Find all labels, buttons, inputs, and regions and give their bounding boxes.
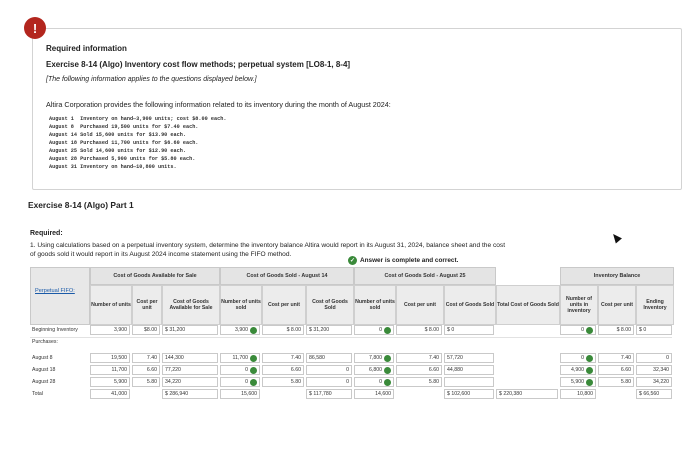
total-s25-cogs: $ 102,600 — [444, 389, 494, 399]
answer-status — [348, 256, 458, 265]
group-available: Cost of Goods Available for Sale — [90, 267, 220, 285]
aug28-s25-units-cell[interactable] — [354, 377, 394, 387]
correct-icon — [586, 367, 593, 374]
required-information-heading: Required information — [46, 44, 127, 53]
aug18-s25-units-cell[interactable] — [354, 365, 394, 375]
check-icon: ✓ — [349, 258, 356, 264]
aug8-available: 144,300 — [162, 353, 218, 363]
col-units-sold-14: Number of units sold — [220, 285, 262, 325]
total-inv-units: 10,800 — [560, 389, 596, 399]
beg-s25-cost: $ 8.00 — [396, 325, 442, 335]
aug28-available: 34,220 — [162, 377, 218, 387]
group-balance: Inventory Balance — [560, 267, 674, 285]
exercise-intro: Altira Corporation provides the following information related to its inventory during the month of August 2024: — [46, 100, 391, 109]
aug18-s14-cogs: 0 — [306, 365, 352, 375]
aug18-s25-cogs: 44,880 — [444, 365, 494, 375]
aug8-units: 19,500 — [90, 353, 130, 363]
aug8-s14-units-cell[interactable] — [220, 353, 260, 363]
transaction-list — [49, 115, 226, 171]
fifo-table — [30, 267, 672, 452]
row-divider — [30, 337, 672, 338]
aug8-s25-cogs: 57,720 — [444, 353, 494, 363]
row-label-aug18: August 18 — [32, 367, 56, 373]
aug18-s14-cost: 6.60 — [262, 365, 304, 375]
col-total-cogs: Total Cost of Goods Sold — [496, 285, 560, 325]
transaction-line: August 25 Sold 14,600 units for $12.90 each. — [49, 148, 186, 154]
col-cost-14: Cost per unit — [262, 285, 306, 325]
beg-inv-cost: $ 8.00 — [598, 325, 634, 335]
col-cost-25: Cost per unit — [396, 285, 444, 325]
aug28-s14-units: 0 — [245, 379, 248, 385]
transaction-line: August 31 Inventory on hand—10,800 units. — [49, 164, 177, 170]
correct-icon — [384, 379, 391, 386]
beg-s25-cogs: $ 0 — [444, 325, 494, 335]
aug28-cost: 5.80 — [132, 377, 160, 387]
aug18-units: 11,700 — [90, 365, 130, 375]
alert-icon: ! — [24, 17, 46, 39]
aug28-inv-units-cell[interactable] — [560, 377, 596, 387]
aug18-s25-cost: 6.60 — [396, 365, 442, 375]
aug8-inv-units: 0 — [581, 355, 584, 361]
part-title: Exercise 8-14 (Algo) Part 1 — [28, 200, 134, 210]
exercise-note: [The following information applies to the questions displayed below.] — [46, 76, 257, 83]
beg-inv-units: 0 — [581, 327, 584, 333]
col-cogs-25: Cost of Goods Sold — [444, 285, 496, 325]
correct-icon — [250, 327, 257, 334]
col-cogs-14: Cost of Goods Sold — [306, 285, 354, 325]
method-header — [30, 267, 90, 325]
aug18-inv-cost: 6.60 — [598, 365, 634, 375]
aug28-s14-units-cell[interactable] — [220, 377, 260, 387]
aug8-inv-cost: 7.40 — [598, 353, 634, 363]
aug18-s14-units-cell[interactable] — [220, 365, 260, 375]
beg-cost: $8.00 — [132, 325, 160, 335]
aug8-s14-cost: 7.40 — [262, 353, 304, 363]
beg-inv-units-cell[interactable] — [560, 325, 596, 335]
col-units-sold-25: Number of units sold — [354, 285, 396, 325]
aug18-s25-units: 6,800 — [369, 367, 382, 373]
exercise-title: Exercise 8-14 (Algo) Inventory cost flow methods; perpetual system [LO8-1, 8-4] — [46, 60, 351, 69]
transaction-line: August 1 Inventory on hand—3,900 units; cost $8.00 each. — [49, 116, 227, 122]
aug18-available: 77,220 — [162, 365, 218, 375]
col-ending-inventory: Ending Inventory — [636, 285, 674, 325]
aug8-s25-units-cell[interactable] — [354, 353, 394, 363]
beg-s14-units: 3,900 — [235, 327, 248, 333]
aug8-s25-units: 7,800 — [369, 355, 382, 361]
required-information-panel — [32, 28, 682, 190]
aug28-inv-units: 5,900 — [571, 379, 584, 385]
aug28-inv-end: 34,220 — [636, 377, 672, 387]
aug8-s14-cogs: 86,580 — [306, 353, 352, 363]
col-cost-per-unit: Cost per unit — [132, 285, 162, 325]
aug8-cost: 7.40 — [132, 353, 160, 363]
aug28-units: 5,900 — [90, 377, 130, 387]
aug28-s25-cost: 5.80 — [396, 377, 442, 387]
beg-s14-cogs: $ 31,200 — [306, 325, 352, 335]
beg-available: $ 31,200 — [162, 325, 218, 335]
correct-icon — [250, 355, 257, 362]
row-label-aug28: August 28 — [32, 379, 56, 385]
col-units: Number of units — [90, 285, 132, 325]
method-link[interactable]: Perpetual FIFO: — [35, 288, 75, 294]
transaction-line: August 28 Purchased 5,900 units for $5.80 each. — [49, 156, 196, 162]
transaction-line: August 8 Purchased 19,500 units for $7.40 each. — [49, 124, 199, 130]
correct-icon — [586, 327, 593, 334]
beg-inv-end: $ 0 — [636, 325, 672, 335]
aug8-s25-cost: 7.40 — [396, 353, 442, 363]
aug28-s25-units: 0 — [379, 379, 382, 385]
col-cost-inventory: Cost per unit — [598, 285, 636, 325]
aug8-s14-units: 11,700 — [232, 355, 248, 361]
required-label: Required: — [30, 230, 63, 237]
aug18-inv-units: 4,900 — [571, 367, 584, 373]
total-s14-cogs: $ 117,780 — [306, 389, 352, 399]
correct-icon — [384, 367, 391, 374]
total-s14-units: 15,600 — [220, 389, 260, 399]
correct-icon — [384, 327, 391, 334]
aug28-s14-cost: 5.80 — [262, 377, 304, 387]
row-label-total: Total — [32, 391, 43, 397]
total-available: $ 286,940 — [162, 389, 218, 399]
total-s25-units: 14,600 — [354, 389, 394, 399]
total-inv-end: $ 66,560 — [636, 389, 672, 399]
correct-icon — [250, 367, 257, 374]
group-sold-aug25: Cost of Goods Sold - August 25 — [354, 267, 496, 285]
aug18-cost: 6.60 — [132, 365, 160, 375]
correct-icon — [384, 355, 391, 362]
aug8-inv-end: 0 — [636, 353, 672, 363]
correct-icon — [586, 355, 593, 362]
aug28-inv-cost: 5.80 — [598, 377, 634, 387]
row-label-purchases: Purchases: — [32, 339, 58, 345]
col-units-inventory: Number of units in inventory — [560, 285, 598, 325]
aug8-inv-units-cell[interactable] — [560, 353, 596, 363]
beg-s25-units-cell[interactable] — [354, 325, 394, 335]
group-sold-aug14: Cost of Goods Sold - August 14 — [220, 267, 354, 285]
col-available: Cost of Goods Available for Sale — [162, 285, 220, 325]
cursor-icon — [610, 231, 622, 243]
transaction-line: August 14 Sold 15,600 units for $13.90 each. — [49, 132, 186, 138]
beg-s14-cost: $ 8.00 — [262, 325, 304, 335]
row-label-aug8: August 8 — [32, 355, 53, 361]
aug18-s14-units: 0 — [245, 367, 248, 373]
total-units: 41,000 — [90, 389, 130, 399]
aug18-inv-end: 32,340 — [636, 365, 672, 375]
correct-icon — [250, 379, 257, 386]
correct-icon — [586, 379, 593, 386]
required-text: 1. Using calculations based on a perpetual inventory system, determine the inventory balance Altira would report in its August 31, 2024, balance sheet and the cost of goods sold it would report in its August 2024 income statement using the FIFO method. — [30, 242, 506, 258]
aug18-inv-units-cell[interactable] — [560, 365, 596, 375]
beg-units: 3,900 — [90, 325, 130, 335]
beg-s25-units: 0 — [379, 327, 382, 333]
row-label-beginning: Beginning Inventory — [32, 327, 78, 333]
answer-status-text: Answer is complete and correct. — [360, 257, 459, 264]
transaction-line: August 18 Purchased 11,700 units for $6.60 each. — [49, 140, 199, 146]
beg-s14-units-cell[interactable] — [220, 325, 260, 335]
aug28-s25-cogs — [444, 377, 494, 387]
total-cogs: $ 220,380 — [496, 389, 558, 399]
aug28-s14-cogs: 0 — [306, 377, 352, 387]
